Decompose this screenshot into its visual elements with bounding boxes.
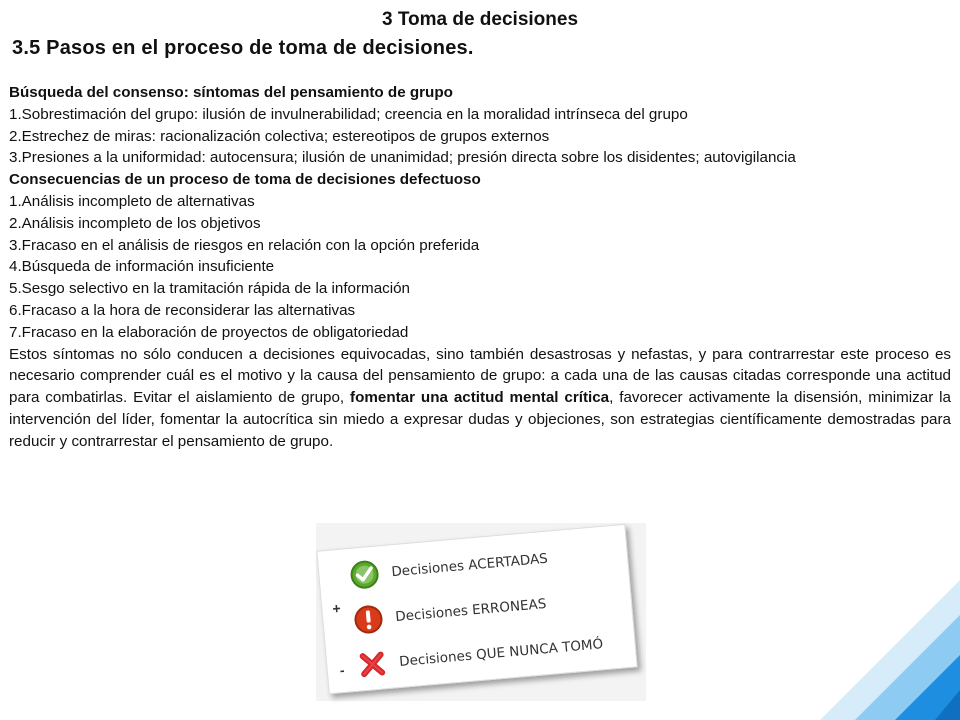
conclusion-text-2: , favorecer activamente la disensión, minimizar la intervención del líder, fomentar la autocrítica sin miedo a expresar dudas y objeciones, son estrategias científicamente demostradas para reducir y contrarrestar el pensamiento de grupo.	[9, 389, 951, 450]
cross-icon	[356, 648, 389, 681]
list-item: 2.Estrechez de miras: racionalización colectiva; estereotipos de grupos externos	[9, 127, 550, 145]
plus-sign: +	[331, 599, 342, 617]
minus-sign: -	[339, 661, 346, 679]
warning-icon	[352, 603, 385, 636]
list-item: 5.Sesgo selectivo en la tramitación rápida de la información	[9, 280, 411, 298]
row-never	[356, 629, 604, 680]
list-item: 7.Fracaso en la elaboración de proyectos de obligatoriedad	[9, 323, 409, 341]
check-icon	[348, 558, 381, 591]
body-text	[9, 82, 951, 453]
list-item: 1.Análisis incompleto de alternativas	[9, 192, 255, 210]
conclusion-paragraph	[9, 344, 951, 453]
row-label-wrong: Decisiones ERRONEAS	[394, 595, 547, 626]
slide-title: 3 Toma de decisiones	[381, 9, 579, 30]
row-label-correct: Decisiones ACERTADAS	[390, 550, 549, 581]
decisions-card	[316, 524, 637, 694]
conclusion-text-1: Estos síntomas no sólo conducen a decisiones equivocadas, sino también desastrosas y nefastas, y para contrarrestar este proceso es necesario comprender cuál es el motivo y la causa del pensamiento de grupo: a cada una de las causas citadas corresponde una actitud para combatirlas. Evitar el aislamiento de grupo,	[9, 345, 951, 407]
section-heading-consequences: Consecuencias de un proceso de toma de decisiones defectuoso	[9, 171, 481, 189]
conclusion-emphasis: fomentar una actitud mental crítica	[350, 389, 610, 407]
list-item: 1.Sobrestimación del grupo: ilusión de invulnerabilidad; creencia en la moralidad intrínseca del grupo	[9, 105, 688, 123]
decisions-image	[316, 523, 646, 701]
list-item: 4.Búsqueda de información insuficiente	[9, 258, 275, 276]
row-correct	[348, 544, 549, 591]
slide-subtitle: 3.5 Pasos en el proceso de toma de decisiones.	[12, 37, 474, 59]
corner-decoration	[760, 560, 960, 720]
list-item: 6.Fracaso a la hora de reconsiderar las alternativas	[9, 301, 356, 319]
list-item: 2.Análisis incompleto de los objetivos	[9, 214, 261, 232]
row-wrong	[352, 589, 547, 636]
list-item: 3.Presiones a la uniformidad: autocensura; ilusión de unanimidad; presión directa sobre los disidentes; autovigilancia	[9, 149, 796, 167]
row-label-never: Decisiones QUE NUNCA TOMÓ	[398, 636, 604, 670]
list-item: 3.Fracaso en el análisis de riesgos en relación con la opción preferida	[9, 236, 480, 254]
section-heading-consensus: Búsqueda del consenso: síntomas del pensamiento de grupo	[9, 84, 453, 101]
